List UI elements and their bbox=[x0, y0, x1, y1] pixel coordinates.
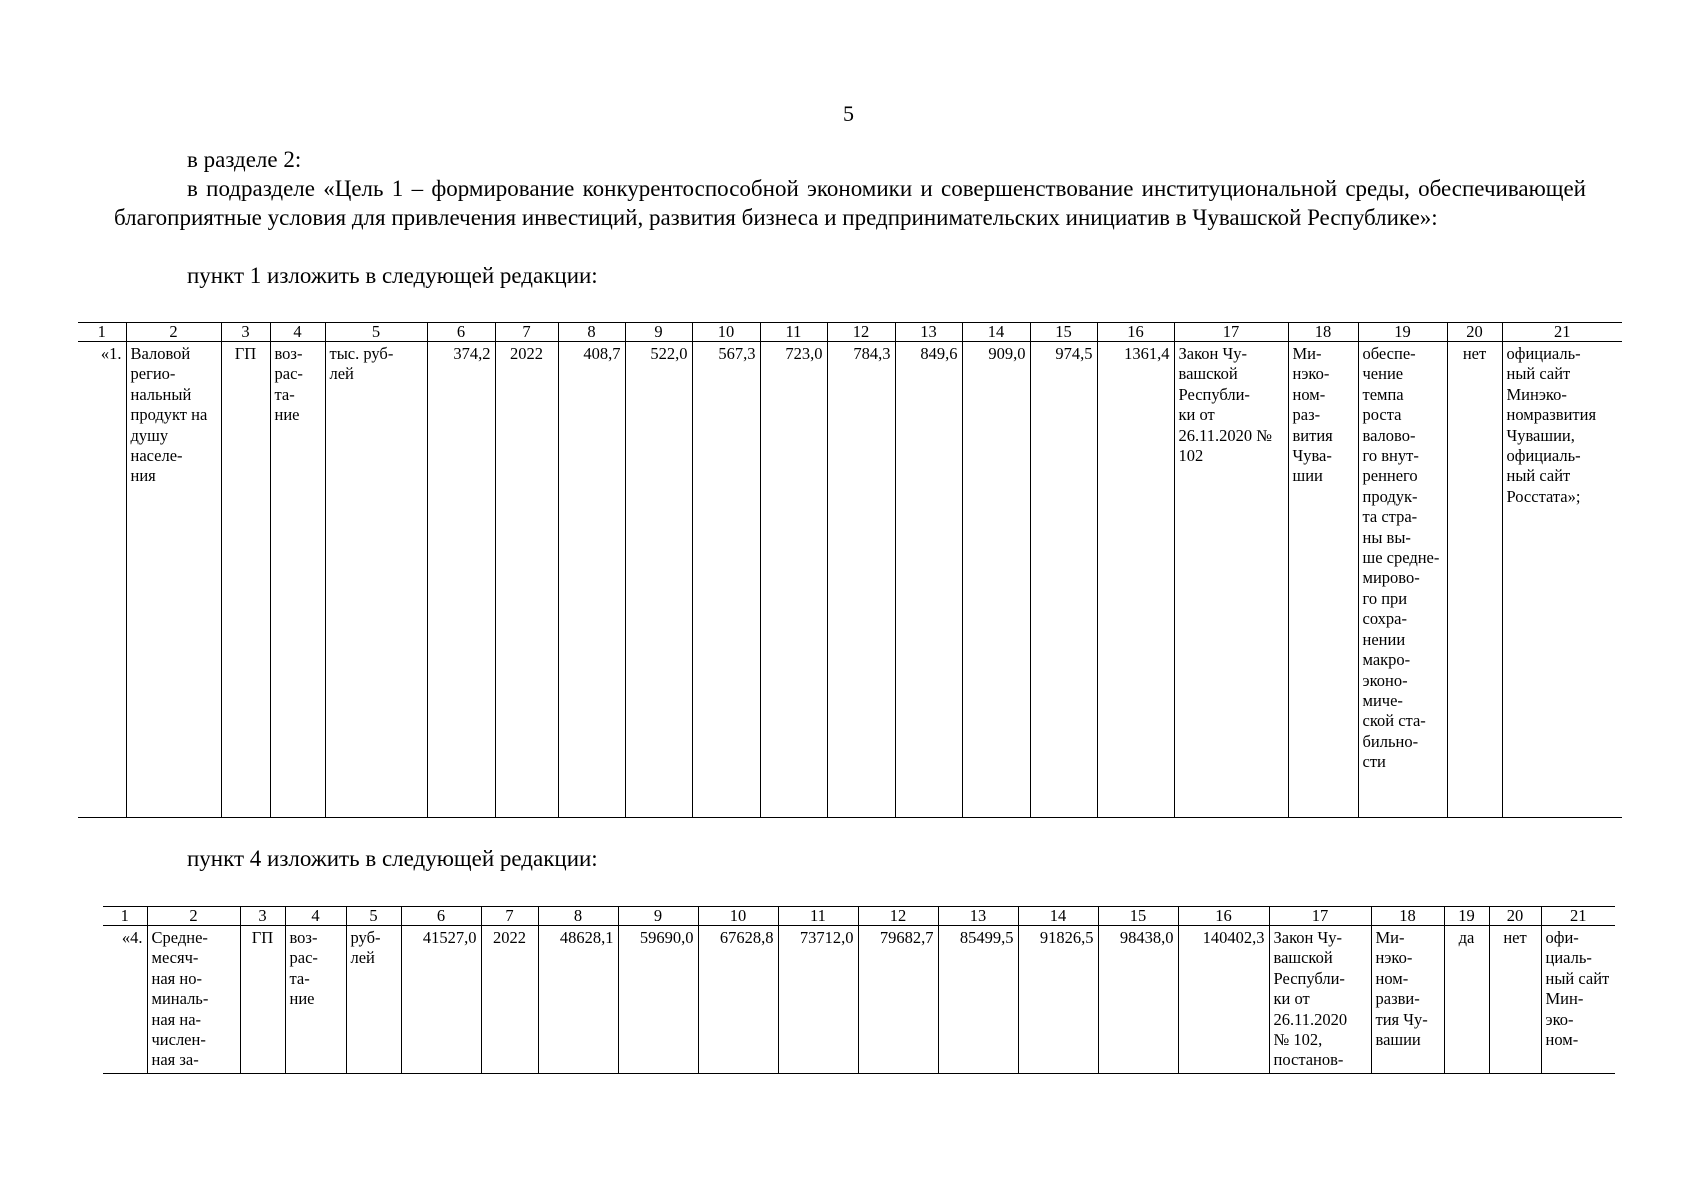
table-cell: офи- циаль- ный сайт Мин- эко- ном- bbox=[1541, 926, 1615, 1074]
column-header: 8 bbox=[558, 323, 625, 342]
table-cell: «1. bbox=[78, 342, 126, 818]
table-cell: 91826,5 bbox=[1018, 926, 1098, 1074]
table-cell: Валовой регио- нальный продукт на душу населе- ния bbox=[126, 342, 221, 818]
table-cell: руб- лей bbox=[346, 926, 401, 1074]
column-header: 18 bbox=[1371, 907, 1444, 926]
page-number: 5 bbox=[843, 101, 854, 126]
table-header-row bbox=[103, 907, 1615, 926]
table-cell: 2022 bbox=[495, 342, 558, 818]
column-header: 3 bbox=[240, 907, 285, 926]
table-cell: «4. bbox=[103, 926, 147, 1074]
table-cell: ГП bbox=[240, 926, 285, 1074]
table-cell: 41527,0 bbox=[401, 926, 481, 1074]
column-header: 9 bbox=[618, 907, 698, 926]
section-paragraph: в разделе 2: bbox=[187, 147, 302, 172]
column-header: 16 bbox=[1097, 323, 1174, 342]
item1-intro: пункт 1 изложить в следующей редакции: bbox=[187, 263, 598, 288]
table-cell: 849,6 bbox=[895, 342, 962, 818]
table-cell: обеспе- чение темпа роста валово- го внут- реннего продук- та стра- ны вы- ше средне- мирово- го при сохра- нении макро- эконо- миче- ской ста- бильно- сти bbox=[1358, 342, 1447, 818]
column-header: 12 bbox=[827, 323, 895, 342]
column-header: 9 bbox=[625, 323, 692, 342]
column-header: 2 bbox=[126, 323, 221, 342]
column-header: 11 bbox=[778, 907, 858, 926]
column-header: 19 bbox=[1444, 907, 1489, 926]
table-cell: нет bbox=[1489, 926, 1541, 1074]
table-cell: ГП bbox=[221, 342, 270, 818]
table-cell: 2022 bbox=[481, 926, 538, 1074]
table-header-row bbox=[78, 323, 1622, 342]
column-header: 8 bbox=[538, 907, 618, 926]
column-header: 14 bbox=[962, 323, 1030, 342]
column-header: 13 bbox=[938, 907, 1018, 926]
column-header: 2 bbox=[147, 907, 240, 926]
column-header: 17 bbox=[1174, 323, 1288, 342]
table-cell: тыс. руб- лей bbox=[325, 342, 427, 818]
table-cell: да bbox=[1444, 926, 1489, 1074]
table-cell: 48628,1 bbox=[538, 926, 618, 1074]
column-header: 11 bbox=[760, 323, 827, 342]
table-cell: 98438,0 bbox=[1098, 926, 1178, 1074]
table-cell: 1361,4 bbox=[1097, 342, 1174, 818]
column-header: 6 bbox=[427, 323, 495, 342]
column-header: 21 bbox=[1502, 323, 1622, 342]
table-cell: Закон Чу- вашской Республи- ки от 26.11.2020 № 102 bbox=[1174, 342, 1288, 818]
column-header: 5 bbox=[325, 323, 427, 342]
column-header: 10 bbox=[698, 907, 778, 926]
column-header: 14 bbox=[1018, 907, 1098, 926]
column-header: 18 bbox=[1288, 323, 1358, 342]
table-cell: 79682,7 bbox=[858, 926, 938, 1074]
column-header: 21 bbox=[1541, 907, 1615, 926]
column-header: 15 bbox=[1030, 323, 1097, 342]
table-cell: Закон Чу- вашской Республи- ки от 26.11.2020 № 102, постанов- bbox=[1269, 926, 1371, 1074]
subsection-paragraph: в подразделе «Цель 1 – формирование конкурентоспособной экономики и совершенствование институциональной среды, обеспечивающей благоприятные условия для привлечения инвестиций, развития бизнеса и предпринимательских инициатив в Чувашской Республике»: bbox=[114, 176, 1586, 230]
table-cell: Ми- нэко- ном- разви- тия Чу- вашии bbox=[1371, 926, 1444, 1074]
column-header: 17 bbox=[1269, 907, 1371, 926]
column-header: 16 bbox=[1178, 907, 1269, 926]
column-header: 13 bbox=[895, 323, 962, 342]
column-header: 12 bbox=[858, 907, 938, 926]
table-cell: воз- рас- та- ние bbox=[270, 342, 325, 818]
table-cell: 784,3 bbox=[827, 342, 895, 818]
table-cell: 374,2 bbox=[427, 342, 495, 818]
column-header: 4 bbox=[285, 907, 346, 926]
table-cell: 567,3 bbox=[692, 342, 760, 818]
table-cell: 723,0 bbox=[760, 342, 827, 818]
table-cell: 909,0 bbox=[962, 342, 1030, 818]
table-cell: 59690,0 bbox=[618, 926, 698, 1074]
table-row bbox=[103, 926, 1615, 1074]
column-header: 3 bbox=[221, 323, 270, 342]
column-header: 20 bbox=[1489, 907, 1541, 926]
column-header: 7 bbox=[481, 907, 538, 926]
table-cell: 85499,5 bbox=[938, 926, 1018, 1074]
column-header: 19 bbox=[1358, 323, 1447, 342]
table-cell: нет bbox=[1447, 342, 1502, 818]
column-header: 15 bbox=[1098, 907, 1178, 926]
table-cell: официаль- ный сайт Минэко- номразвития Чувашии, официаль- ный сайт Росстата»; bbox=[1502, 342, 1622, 818]
item4-intro: пункт 4 изложить в следующей редакции: bbox=[187, 846, 598, 871]
column-header: 6 bbox=[401, 907, 481, 926]
table-cell: 67628,8 bbox=[698, 926, 778, 1074]
table-cell: 140402,3 bbox=[1178, 926, 1269, 1074]
table-cell: Средне- месяч- ная но- миналь- ная на- числен- ная за- bbox=[147, 926, 240, 1074]
column-header: 7 bbox=[495, 323, 558, 342]
column-header: 20 bbox=[1447, 323, 1502, 342]
column-header: 1 bbox=[103, 907, 147, 926]
column-header: 10 bbox=[692, 323, 760, 342]
table-row bbox=[78, 342, 1622, 818]
column-header: 4 bbox=[270, 323, 325, 342]
table-cell: 974,5 bbox=[1030, 342, 1097, 818]
table-item-1 bbox=[78, 322, 1622, 818]
table-cell: воз- рас- та- ние bbox=[285, 926, 346, 1074]
table-item-4 bbox=[103, 906, 1615, 1074]
column-header: 1 bbox=[78, 323, 126, 342]
table-cell: Ми- нэко- ном- раз- вития Чува- шии bbox=[1288, 342, 1358, 818]
table-cell: 73712,0 bbox=[778, 926, 858, 1074]
table-cell: 522,0 bbox=[625, 342, 692, 818]
table-cell: 408,7 bbox=[558, 342, 625, 818]
column-header: 5 bbox=[346, 907, 401, 926]
